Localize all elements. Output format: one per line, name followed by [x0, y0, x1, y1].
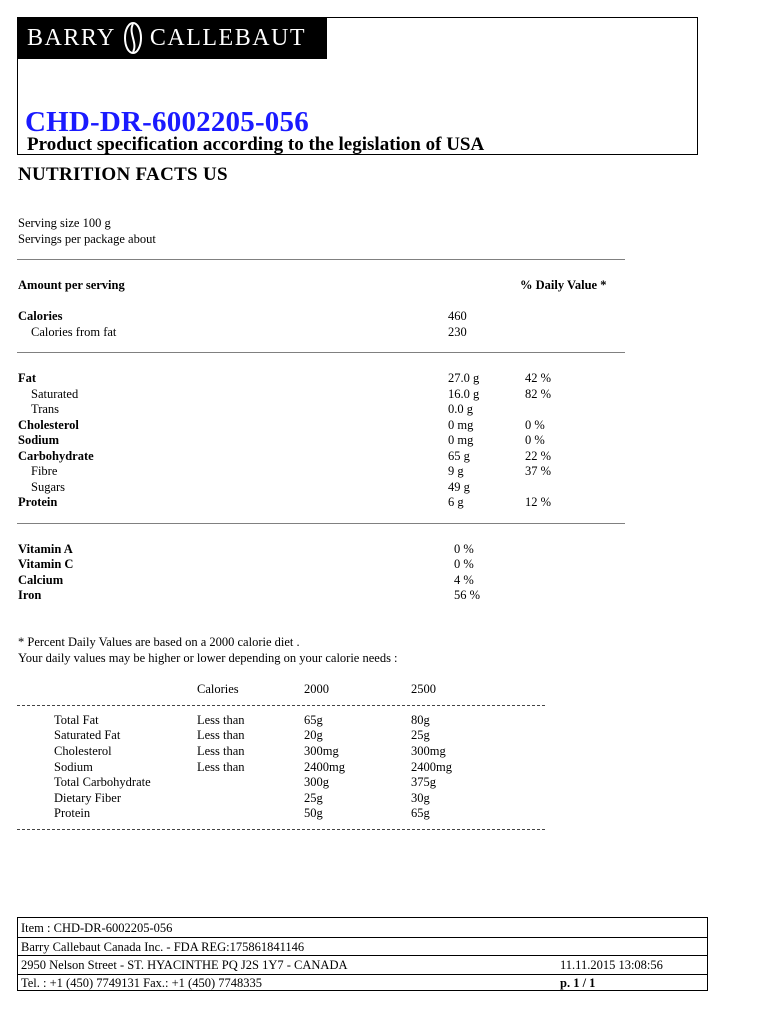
nutrient-amount: 16.0 g — [448, 387, 480, 401]
dashed-divider — [17, 705, 545, 706]
document-title: Product specification according to the legislation of USA — [27, 134, 485, 155]
reference-name: Sodium — [54, 760, 93, 774]
vitamin-value: 0 % — [454, 557, 474, 571]
calories-from-fat-label: Calories from fat — [31, 325, 117, 339]
footer-item: Item : CHD-DR-6002205-056 — [21, 921, 173, 935]
nutrient-amount: 49 g — [448, 480, 470, 494]
vitamin-row — [0, 557, 770, 573]
nutrient-amount: 0 mg — [448, 418, 474, 432]
calories-from-fat-row — [0, 325, 770, 341]
reference-2500: 25g — [411, 728, 430, 742]
vitamin-label: Vitamin C — [18, 557, 74, 571]
logo-word-left: BARRY — [27, 24, 116, 51]
footer-page-number: p. 1 / 1 — [560, 976, 596, 990]
nutrient-label: Carbohydrate — [18, 449, 94, 463]
nutrient-row-saturated — [0, 387, 770, 403]
nutrient-dv: 22 % — [525, 449, 552, 463]
reference-row — [0, 728, 770, 744]
vitamin-label: Iron — [18, 588, 42, 602]
nutrient-row-fibre — [0, 464, 770, 480]
calories-row — [0, 309, 770, 325]
reference-2000: 65g — [304, 713, 323, 727]
reference-qualifier: Less than — [197, 744, 245, 758]
calories-from-fat-value: 230 — [448, 325, 467, 339]
nutrient-row-protein — [0, 495, 770, 511]
nutrient-label: Fibre — [31, 464, 58, 478]
footer-company: Barry Callebaut Canada Inc. - FDA REG:175861841146 — [21, 940, 305, 954]
title-underline — [17, 154, 698, 155]
nutrient-amount: 9 g — [448, 464, 464, 478]
nutrient-dv: 37 % — [525, 464, 552, 478]
reference-row — [0, 760, 770, 776]
nutrient-label: Sodium — [18, 433, 59, 447]
nutrient-label: Fat — [18, 371, 37, 385]
reference-name: Total Carbohydrate — [54, 775, 151, 789]
reference-header-calories: Calories — [197, 682, 239, 696]
reference-qualifier: Less than — [197, 713, 245, 727]
vitamin-row — [0, 573, 770, 589]
reference-row — [0, 744, 770, 760]
reference-2000: 300g — [304, 775, 329, 789]
divider — [17, 523, 625, 524]
nutrient-row-sugars — [0, 480, 770, 496]
nutrient-dv: 42 % — [525, 371, 552, 385]
nutrient-label: Trans — [31, 402, 60, 416]
reference-2500: 300mg — [411, 744, 446, 758]
amount-per-serving-header: Amount per serving — [18, 278, 125, 292]
reference-2000: 2400mg — [304, 760, 345, 774]
logo-word-right: CALLEBAUT — [149, 24, 307, 51]
reference-qualifier: Less than — [197, 760, 245, 774]
nutrient-row-trans — [0, 402, 770, 418]
nutrient-amount: 0.0 g — [448, 402, 473, 416]
nutrient-dv: 0 % — [525, 418, 545, 432]
reference-header-2000: 2000 — [304, 682, 329, 696]
nutrient-dv: 82 % — [525, 387, 552, 401]
daily-value-footnote: * Percent Daily Values are based on a 2000 calorie diet . — [18, 635, 300, 649]
vitamin-value: 0 % — [454, 542, 474, 556]
reference-2500: 80g — [411, 713, 430, 727]
footer-address: 2950 Nelson Street - ST. HYACINTHE PQ J2S 1Y7 - CANADA — [21, 958, 348, 972]
nutrient-row-carbohydrate — [0, 449, 770, 465]
footer-rule — [18, 974, 707, 975]
vitamin-label: Calcium — [18, 573, 64, 587]
nutrient-amount: 27.0 g — [448, 371, 480, 385]
reference-2000: 20g — [304, 728, 323, 742]
nutrient-row-sodium — [0, 433, 770, 449]
servings-per-package: Servings per package about — [18, 232, 156, 246]
nutrient-row-cholesterol — [0, 418, 770, 434]
nutrient-label: Saturated — [31, 387, 79, 401]
nutrient-label: Protein — [18, 495, 58, 509]
nutrient-row-fat — [0, 371, 770, 387]
section-title: NUTRITION FACTS US — [18, 164, 228, 185]
nutrient-dv: 12 % — [525, 495, 552, 509]
calories-value: 460 — [448, 309, 467, 323]
serving-size: Serving size 100 g — [18, 216, 111, 230]
nutrient-dv: 0 % — [525, 433, 545, 447]
divider — [17, 259, 625, 260]
vitamin-value: 4 % — [454, 573, 474, 587]
vitamin-row — [0, 588, 770, 604]
reference-name: Protein — [54, 806, 91, 820]
reference-row — [0, 775, 770, 791]
reference-2000: 25g — [304, 791, 323, 805]
divider — [17, 352, 625, 353]
reference-2500: 30g — [411, 791, 430, 805]
reference-2500: 2400mg — [411, 760, 452, 774]
reference-row — [0, 713, 770, 729]
reference-row — [0, 806, 770, 822]
company-logo — [17, 17, 327, 59]
nutrient-amount: 65 g — [448, 449, 470, 463]
reference-header-row — [0, 682, 770, 698]
dashed-divider — [17, 829, 545, 830]
reference-name: Total Fat — [54, 713, 99, 727]
nutrient-label: Cholesterol — [18, 418, 79, 432]
reference-row — [0, 791, 770, 807]
document-id: CHD-DR-6002205-056 — [25, 106, 309, 138]
vitamin-row — [0, 542, 770, 558]
reference-2000: 50g — [304, 806, 323, 820]
footer-phone: Tel. : +1 (450) 7749131 Fax.: +1 (450) 7748335 — [21, 976, 262, 990]
reference-2500: 65g — [411, 806, 430, 820]
reference-qualifier: Less than — [197, 728, 245, 742]
daily-value-header: % Daily Value * — [520, 278, 607, 292]
vitamin-value: 56 % — [454, 588, 481, 602]
reference-2000: 300mg — [304, 744, 339, 758]
calories-label: Calories — [18, 309, 63, 323]
vitamin-label: Vitamin A — [18, 542, 73, 556]
reference-2500: 375g — [411, 775, 436, 789]
reference-header-2500: 2500 — [411, 682, 436, 696]
footer-datetime: 11.11.2015 13:08:56 — [560, 958, 663, 972]
footer-rule — [18, 937, 707, 938]
daily-value-note: Your daily values may be higher or lower depending on your calorie needs : — [18, 651, 398, 665]
reference-name: Saturated Fat — [54, 728, 121, 742]
cocoa-bean-icon — [122, 21, 144, 55]
nutrient-label: Sugars — [31, 480, 66, 494]
nutrient-amount: 6 g — [448, 495, 464, 509]
reference-name: Cholesterol — [54, 744, 112, 758]
nutrient-amount: 0 mg — [448, 433, 474, 447]
reference-name: Dietary Fiber — [54, 791, 121, 805]
